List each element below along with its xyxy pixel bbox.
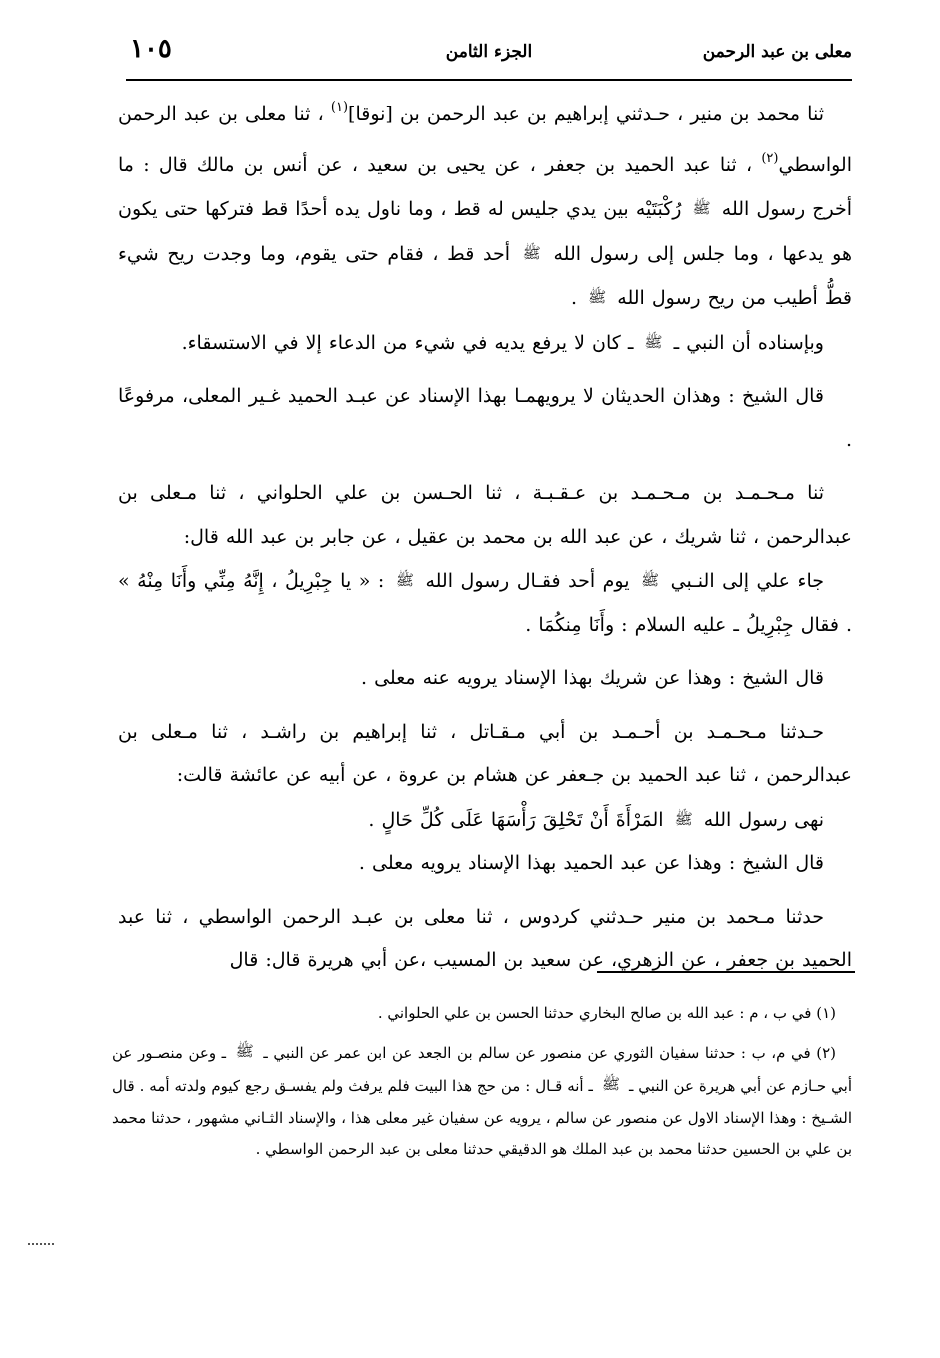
paragraph-isnad-2: ثنا مـحـمـد بن مـحـمـد بن عـقـبـة ، ثنا الحـسن بن علي الحلواني ، ثنا مـعلى بن عبدالرحمن ، ثنا شريك ، عن عبد الله بن محمد بن عقيل ، عن جابر بن عبد الله قال: — [118, 482, 852, 548]
page-number: ١٠٥ — [130, 34, 172, 64]
paragraph-isnad-3: حـدثنا مـحـمـد بن أحـمـد بن أبي مـقـاتل ، ثنا إبراهيم بن راشـد ، ثنا مـعلى بن عبدالرحمن ، ثنا عبد الحميد بن جـعفر عن هشام بن عروة ، عن أبيه عن عائشة قالت: — [118, 720, 852, 786]
scan-artifact — [28, 1243, 54, 1247]
salutation-glyph: ﷺ — [641, 571, 660, 589]
paragraph-hadith-2: وبإسناده أن النبي ـ ﷺ ـ كان لا يرفع يديه في شيء من الدعاء إلا في الاستسقاء. — [181, 331, 824, 354]
salutation-glyph: ﷺ — [644, 332, 663, 351]
footnote-2: (٢) في م، ب : حدثنا سفيان الثوري عن منصور عن سالم بن الجعد عن ابن عمر عن النبي ـ ﷺ ـ وعن منصـور عن أبي حـازم عن أبي هريرة عن النبي ـ ﷺ ـ أنه قـال : من حج هذا البيت فلم يرفث ولم يفسـق رجع كيوم ولدته أمه . قال الشـيخ : وهذا الإسناد الاول عن منصور عن سالم ، يرويه عن سفيان غير معلى هذا ، والإسناد الثـاني مشهور ، حدثنا محمد بن علي بن الحسين حدثنا محمد بن عبد الملك هو الدقيقي حدثنا معلى بن عبد الرحمن الواسطي . — [112, 1041, 852, 1158]
paragraph-sheikh-comment-1: قال الشيخ : وهذان الحديثان لا يرويهمـا بهذا الإسناد عن عبـد الحميد غـير المعلى، مرفوعًا . — [118, 385, 852, 451]
salutation-glyph: ﷺ — [674, 809, 693, 828]
paragraph-hadith-1: ثنا محمد بن منير ، حـدثني إبراهيم بن عبد الرحمن بن [نوقا]$^{(١)}$ ، ثنا معلى بن عبد الرحمن الواسطي$^{(٢)}$ ، ثنا عبد الحميد بن جعفر ، عن يحيى بن سعيد ، عن أنس بن مالك قال : ما أخرج رسول الله ﷺ رُكْبَتَيْه بين يدي جليس له قط ، وما ناول يده أحدًا قط فتركها حتى يكون هو يدعها ، وما جلس إلى رسول الله ﷺ أحد قط ، فقام حتى يقوم، وما وجدت ريح شيء قطُّ أطيب من ريح رسول الله ﷺ . — [118, 100, 852, 309]
paragraph-isnad-4: حدثنا مـحمد بن منير حـدثني كردوس ، ثنا معلى بن عبـد الرحمن الواسطي ، ثنا عبد الحميد بن جعفر ، عن الزهري، عن سعيد بن المسيب ،عن أبي هريرة قال: قال — [118, 905, 852, 971]
salutation-glyph: ﷺ — [522, 243, 541, 262]
paragraph-sheikh-comment-2: قال الشيخ : وهذا عن شريك بهذا الإسناد يرويه عنه معلى . — [361, 667, 824, 689]
salutation-glyph: ﷺ — [235, 1041, 254, 1060]
page-header — [126, 30, 852, 70]
footnote-ref-2[interactable]: (٢) — [761, 150, 779, 166]
salutation-glyph: ﷺ — [601, 1075, 621, 1093]
salutation-glyph: ﷺ — [588, 288, 607, 306]
footnote-ref-1[interactable]: (١) — [330, 100, 349, 115]
footnotes — [112, 998, 852, 1166]
footnote-separator — [597, 971, 855, 973]
paragraph-matn-3: نهى رسول الله ﷺ المَرْأَةَ أَنْ تَحْلِقَ رَأْسَهَا عَلَى كُلِّ حَالٍ . — [368, 808, 824, 831]
paragraph-matn-2: جاء علي إلى النـبي ﷺ يوم أحد فقـال رسول الله ﷺ : « يا جِبْرِيلُ ، إِنَّهُ مِنِّي وأَنَا مِنْهُ » . فقال جِبْرِيلُ ـ عليه السلام : وأَنَا مِنكُمَا . — [118, 570, 852, 636]
header-rule — [126, 79, 852, 81]
salutation-glyph: ﷺ — [692, 199, 711, 217]
main-text — [118, 86, 852, 983]
footnote-1: (١) في ب ، م : عبد الله بن صالح البخاري حدثنا الحسن بن علي الحلواني . — [377, 1004, 836, 1022]
running-title-chapter: معلى بن عبد الرحمن — [702, 42, 852, 62]
salutation-glyph: ﷺ — [395, 571, 414, 589]
paragraph-sheikh-comment-3: قال الشيخ : وهذا عن عبد الحميد بهذا الإسناد يرويه معلى . — [358, 852, 824, 874]
running-title-volume: الجزء الثامن — [445, 42, 533, 62]
